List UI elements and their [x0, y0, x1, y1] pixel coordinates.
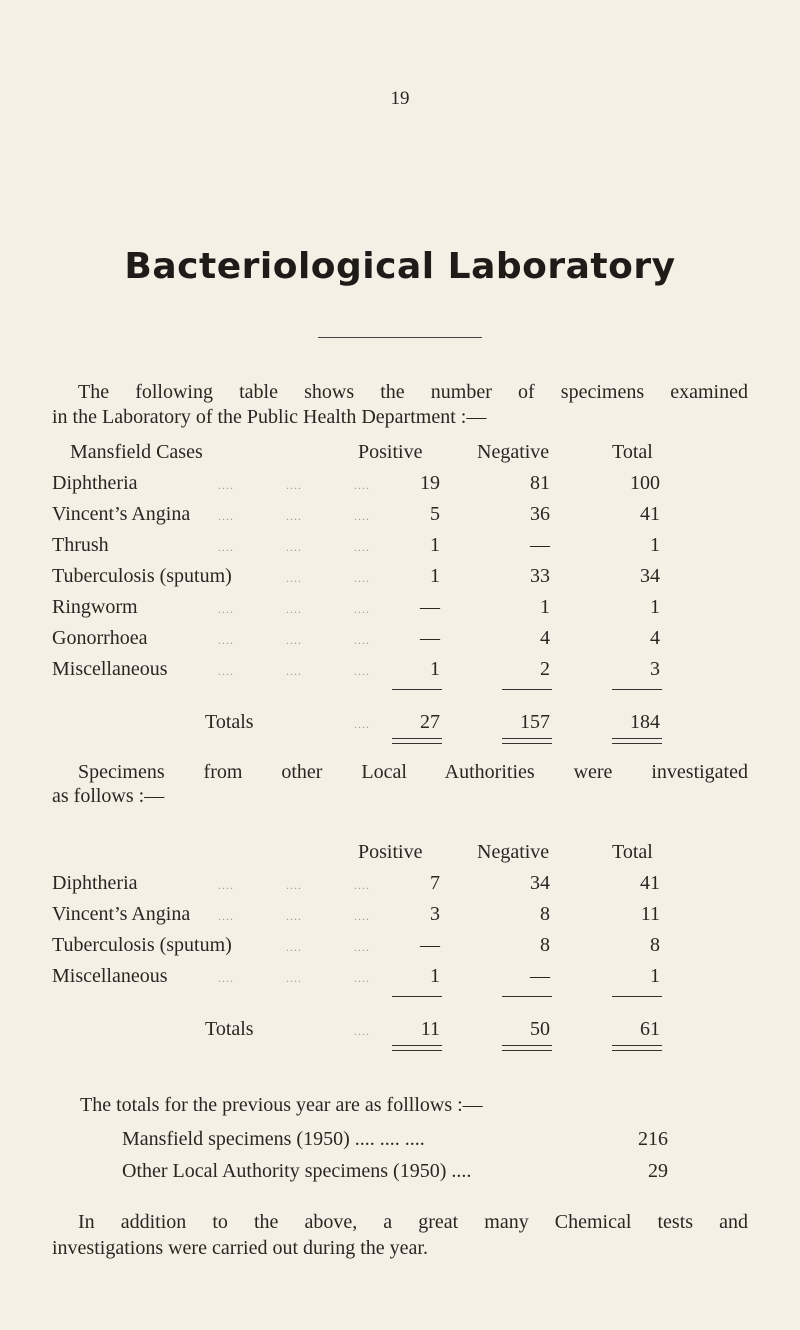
cell-total: 100	[630, 472, 660, 494]
double-underline	[502, 1045, 552, 1051]
page-number: 19	[390, 88, 410, 109]
cell-negative: —	[530, 534, 550, 556]
intro-line-1: The following table shows the number of specimens examined	[78, 381, 748, 403]
cell-positive: —	[420, 596, 440, 618]
row-label: Vincent’s Angina	[52, 903, 191, 925]
single-underline	[392, 996, 442, 997]
leader-dots: ....	[218, 971, 234, 985]
leader-dots: ....	[354, 664, 370, 678]
previous-item-label: Other Local Authority specimens (1950) ....	[122, 1160, 472, 1182]
row-label: Tuberculosis (sputum)	[52, 934, 232, 956]
totals-label: Totals	[205, 711, 254, 733]
cell-total: 1	[650, 965, 660, 987]
leader-dots: ....	[218, 509, 234, 523]
leader-dots: ....	[286, 664, 302, 678]
cell-positive: 19	[420, 472, 440, 494]
totals-label: Totals	[205, 1018, 254, 1040]
single-underline	[392, 689, 442, 690]
column-header-positive: Positive	[358, 441, 423, 463]
cell-total: 11	[640, 903, 660, 925]
leader-dots: ....	[354, 878, 370, 892]
leader-dots: ....	[218, 633, 234, 647]
cell-total: 1	[650, 534, 660, 556]
total-positive: 11	[420, 1018, 440, 1040]
cell-total: 3	[650, 658, 660, 680]
cell-negative: 81	[530, 472, 550, 494]
cell-positive: 1	[430, 565, 440, 587]
cell-negative: 36	[530, 503, 550, 525]
row-label: Diphtheria	[52, 472, 138, 494]
closing-line-1: In addition to the above, a great many Chemical tests and	[78, 1211, 748, 1233]
leader-dots: ....	[286, 509, 302, 523]
cell-positive: 3	[430, 903, 440, 925]
closing-line-2: investigations were carried out during the year.	[52, 1237, 428, 1259]
leader-dots: ....	[354, 571, 370, 585]
total-positive: 27	[420, 711, 440, 733]
leader-dots: ....	[218, 878, 234, 892]
title-rule	[318, 337, 482, 338]
column-header-positive: Positive	[358, 841, 423, 863]
cell-negative: 2	[540, 658, 550, 680]
column-header-total: Total	[612, 441, 653, 463]
leader-dots: ....	[354, 940, 370, 954]
double-underline	[392, 1045, 442, 1051]
leader-dots: ....	[218, 909, 234, 923]
leader-dots: ....	[286, 878, 302, 892]
column-header-total: Total	[612, 841, 653, 863]
row-label: Vincent’s Angina	[52, 503, 191, 525]
cell-positive: 1	[430, 965, 440, 987]
previous-intro: The totals for the previous year are as folllows :—	[80, 1094, 483, 1116]
single-underline	[612, 996, 662, 997]
leader-dots: ....	[354, 478, 370, 492]
row-label: Ringworm	[52, 596, 138, 618]
leader-dots: ....	[354, 633, 370, 647]
leader-dots: ....	[286, 571, 302, 585]
leader-dots: ....	[218, 664, 234, 678]
leader-dots: ....	[286, 940, 302, 954]
cell-negative: 1	[540, 596, 550, 618]
double-underline	[612, 738, 662, 744]
column-header-negative: Negative	[477, 841, 550, 863]
cell-positive: 5	[430, 503, 440, 525]
previous-item-value: 29	[648, 1160, 668, 1182]
single-underline	[612, 689, 662, 690]
total-total: 61	[640, 1018, 660, 1040]
double-underline	[612, 1045, 662, 1051]
row-label: Gonorrhoea	[52, 627, 148, 649]
cell-positive: 1	[430, 534, 440, 556]
single-underline	[502, 689, 552, 690]
cell-total: 1	[650, 596, 660, 618]
cell-negative: 8	[540, 903, 550, 925]
leader-dots: ....	[354, 717, 370, 731]
cell-negative: 4	[540, 627, 550, 649]
other-line-1: Specimens from other Local Authorities were investigated	[78, 761, 748, 783]
double-underline	[502, 738, 552, 744]
cell-positive: —	[420, 934, 440, 956]
row-label: Thrush	[52, 534, 109, 556]
cell-positive: —	[420, 627, 440, 649]
cell-total: 41	[640, 872, 660, 894]
cell-negative: 8	[540, 934, 550, 956]
double-underline	[392, 738, 442, 744]
leader-dots: ....	[286, 909, 302, 923]
leader-dots: ....	[354, 509, 370, 523]
cell-total: 8	[650, 934, 660, 956]
leader-dots: ....	[218, 478, 234, 492]
leader-dots: ....	[218, 602, 234, 616]
cell-positive: 7	[430, 872, 440, 894]
column-header-label: Mansfield Cases	[70, 441, 203, 463]
leader-dots: ....	[218, 540, 234, 554]
cell-negative: 34	[530, 872, 550, 894]
leader-dots: ....	[354, 1024, 370, 1038]
leader-dots: ....	[354, 540, 370, 554]
cell-total: 41	[640, 503, 660, 525]
cell-negative: —	[530, 965, 550, 987]
previous-item-value: 216	[638, 1128, 668, 1150]
leader-dots: ....	[354, 602, 370, 616]
page-title: Bacteriological Laboratory	[124, 246, 676, 287]
total-negative: 50	[530, 1018, 550, 1040]
single-underline	[502, 996, 552, 997]
row-label: Miscellaneous	[52, 658, 168, 680]
cell-negative: 33	[530, 565, 550, 587]
row-label: Diphtheria	[52, 872, 138, 894]
leader-dots: ....	[286, 602, 302, 616]
leader-dots: ....	[286, 540, 302, 554]
leader-dots: ....	[286, 971, 302, 985]
cell-total: 34	[640, 565, 660, 587]
cell-positive: 1	[430, 658, 440, 680]
leader-dots: ....	[286, 478, 302, 492]
previous-item-label: Mansfield specimens (1950) .... .... ....	[122, 1128, 425, 1150]
total-negative: 157	[520, 711, 550, 733]
leader-dots: ....	[354, 971, 370, 985]
total-total: 184	[630, 711, 660, 733]
row-label: Tuberculosis (sputum)	[52, 565, 232, 587]
leader-dots: ....	[354, 909, 370, 923]
intro-line-2: in the Laboratory of the Public Health Department :—	[52, 406, 487, 428]
cell-total: 4	[650, 627, 660, 649]
other-line-2: as follows :—	[52, 785, 165, 807]
column-header-negative: Negative	[477, 441, 550, 463]
row-label: Miscellaneous	[52, 965, 168, 987]
leader-dots: ....	[286, 633, 302, 647]
